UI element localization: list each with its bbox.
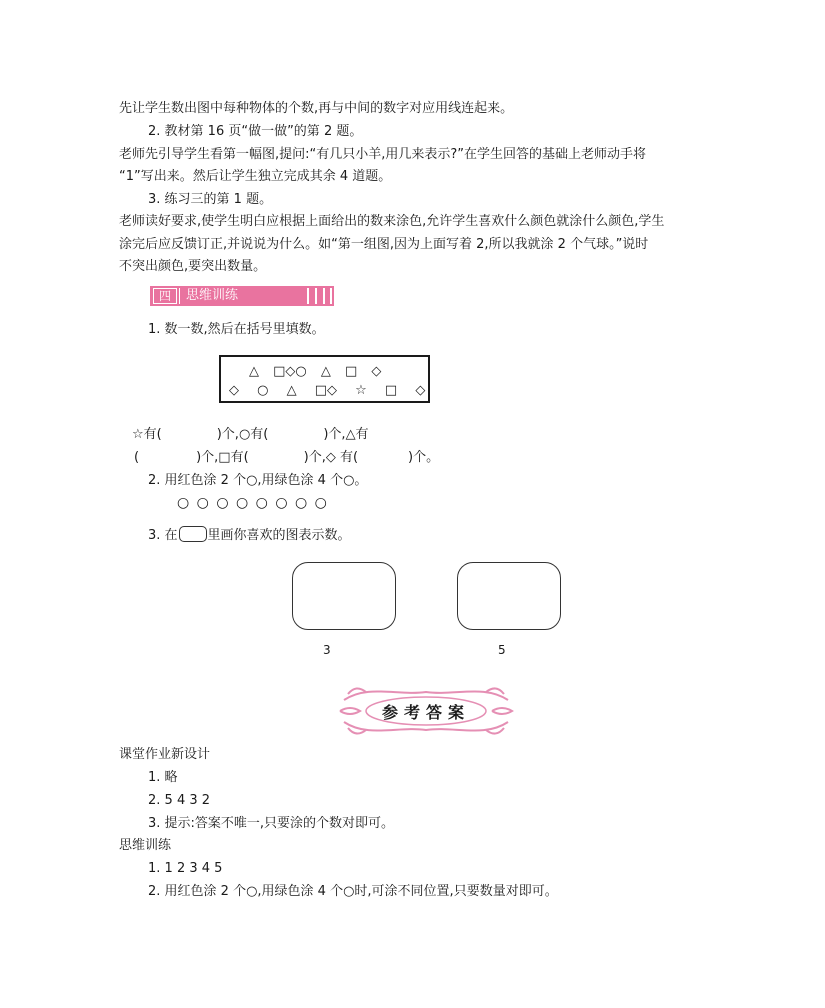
activity-item3-title: 3. 练习三的第 1 题。	[148, 192, 273, 207]
answer-th-1: 1. 1 2 3 4 5	[148, 861, 223, 876]
shape-row-2: ◇ ○ △ □◇ ☆ □ ◇	[229, 383, 426, 398]
fill-blank-line-b	[134, 449, 439, 467]
section-title: 思维训练	[186, 288, 239, 303]
activity-item3-desc-b: 涂完后应反馈订正,并说说为什么。如“第一组图,因为上面写着 2,所以我就涂 2 个气球。”说时	[119, 237, 649, 252]
activity-item3-desc-a: 老师读好要求,使学生明白应根据上面给出的数来涂色,允许学生喜欢什么颜色就涂什么颜色,学生	[119, 214, 665, 229]
question-1-title: 1. 数一数,然后在括号里填数。	[148, 322, 325, 337]
activity-item3-desc-c: 不突出颜色,要突出数量。	[119, 259, 267, 274]
fill-end: )个。	[408, 450, 440, 465]
activity-item2-desc-a: 老师先引导学生看第一幅图,提问:“有几只小羊,用几来表示?”在学生回答的基础上老师动手将	[119, 147, 647, 162]
answer-th-2: 2. 用红色涂 2 个○,用绿色涂 4 个○时,可涂不同位置,只要数量对即可。	[148, 884, 558, 899]
rounded-rect-icon	[179, 526, 207, 542]
banner-stripe	[307, 288, 309, 304]
fill-circle-label: )个,○有(	[216, 427, 269, 442]
drawing-box-5-caption: 5	[498, 643, 506, 657]
fill-triangle-label: )个,△有	[323, 427, 369, 442]
circle-row[interactable]: ○ ○ ○ ○ ○ ○ ○ ○	[177, 495, 327, 511]
banner-stripe	[323, 288, 325, 304]
drawing-box-3[interactable]	[292, 562, 396, 630]
activity-item2-desc-b: “1”写出来。然后让学生独立完成其余 4 道题。	[119, 169, 392, 184]
activity-item2-title: 2. 教材第 16 页“做一做”的第 2 题。	[148, 124, 363, 139]
question-3-prefix: 3. 在	[148, 528, 178, 543]
shape-counting-box	[219, 355, 430, 403]
fill-diamond-label: )个,◇ 有(	[303, 450, 359, 465]
answer-cw-2: 2. 5 4 3 2	[148, 793, 211, 808]
section-divider	[179, 288, 180, 304]
section-number: 四	[153, 288, 177, 304]
answer-classwork-heading: 课堂作业新设计	[119, 747, 211, 762]
fill-blank-line-a	[132, 426, 369, 444]
banner-stripe	[315, 288, 317, 304]
activity-intro-text: 先让学生数出图中每种物体的个数,再与中间的数字对应用线连起来。	[119, 101, 514, 116]
shape-row-1: △ □◇○ △ □ ◇	[249, 364, 382, 379]
fill-open-paren: (	[134, 450, 140, 465]
question-3-suffix: 里画你喜欢的图表示数。	[207, 528, 351, 543]
fill-star-label: ☆有(	[132, 427, 162, 442]
answer-cw-1: 1. 略	[148, 770, 178, 785]
section-banner-thinking	[150, 286, 334, 306]
answer-cw-3: 3. 提示:答案不唯一,只要涂的个数对即可。	[148, 816, 395, 831]
answer-banner	[338, 678, 514, 744]
drawing-box-3-caption: 3	[323, 643, 331, 657]
drawing-box-5[interactable]	[457, 562, 561, 630]
question-3-title	[148, 526, 351, 545]
answer-banner-title: 参考答案	[381, 703, 470, 722]
fill-square-label: )个,□有(	[196, 450, 249, 465]
question-2-title: 2. 用红色涂 2 个○,用绿色涂 4 个○。	[148, 473, 368, 488]
banner-stripe	[330, 288, 332, 304]
answer-thinking-heading: 思维训练	[119, 838, 172, 853]
